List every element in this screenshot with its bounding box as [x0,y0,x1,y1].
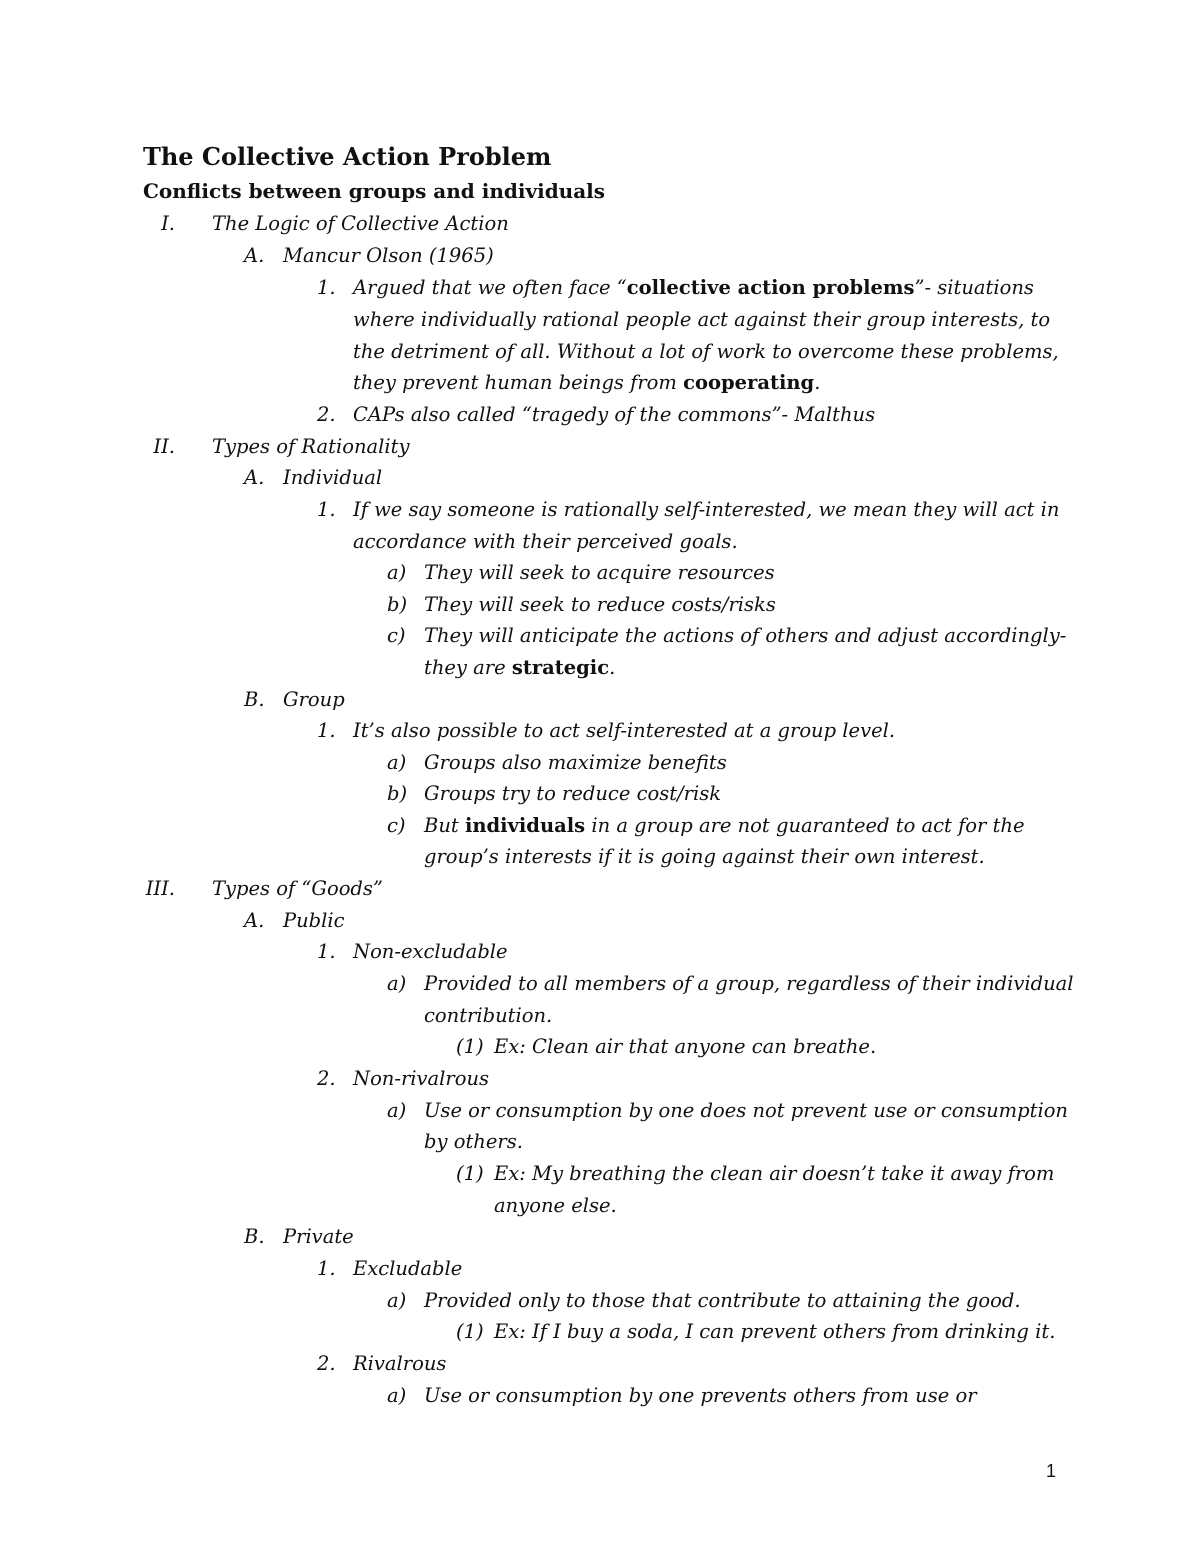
outline-text: Groups try to reduce cost/risk [424,782,722,805]
subsection-heading: Individual [283,466,383,489]
section-heading: Types of Rationality [212,435,410,458]
outline-text: They will seek to acquire resources [424,561,775,584]
outline-marker: c) [387,814,406,837]
outline-marker: (1) [456,1320,484,1343]
outline-text: Ex: Clean air that anyone can breathe. [494,1035,877,1058]
outline-marker: a) [387,561,407,584]
document-title: The Collective Action Problem [143,142,552,171]
outline-marker: B. [244,1225,265,1248]
outline-marker: c) [387,624,406,647]
outline-marker: B. [244,688,265,711]
outline-marker: III. [145,877,175,900]
section-heading: The Logic of Collective Action [212,212,509,235]
outline-marker: 2. [317,1067,336,1090]
outline-text: They will anticipate the actions of others and adjust accordingly- [424,624,1067,647]
outline-marker: 1. [317,1257,336,1280]
outline-marker: a) [387,1289,407,1312]
bold-term: strategic [511,656,610,679]
outline-marker: a) [387,972,407,995]
subsection-heading: Group [283,688,345,711]
outline-text: they are strategic. [424,656,616,679]
outline-text: If we say someone is rationally self-interested, we mean they will act in [353,498,1060,521]
outline-marker: 1. [317,498,336,521]
outline-marker: a) [387,1384,407,1407]
outline-text: anyone else. [494,1194,617,1217]
document-subtitle: Conflicts between groups and individuals [143,179,606,203]
outline-text: But individuals in a group are not guaranteed to act for the [424,814,1025,837]
outline-marker: 2. [317,1352,336,1375]
outline-text: Non-excludable [353,940,508,963]
subsection-heading: Private [283,1225,354,1248]
outline-text: Excludable [353,1257,463,1280]
outline-marker: 1. [317,940,336,963]
subsection-heading: Public [283,909,345,932]
outline-marker: A. [244,466,265,489]
outline-text: Ex: My breathing the clean air doesn’t take it away from [494,1162,1055,1185]
bold-term: cooperating [683,371,815,394]
outline-marker: a) [387,751,407,774]
outline-text: They will seek to reduce costs/risks [424,593,776,616]
outline-marker: II. [153,435,175,458]
outline-text: the detriment of all. Without a lot of work to overcome these problems, [353,340,1059,363]
outline-marker: 2. [317,403,336,426]
outline-text: Non-rivalrous [353,1067,490,1090]
bold-term: collective action problems [626,276,915,299]
outline-marker: a) [387,1099,407,1122]
outline-marker: I. [161,212,175,235]
outline-marker: A. [244,909,265,932]
outline-marker: (1) [456,1035,484,1058]
outline-text: accordance with their perceived goals. [353,530,738,553]
section-heading: Types of “Goods” [212,877,383,900]
outline-text: It’s also possible to act self-interested at a group level. [353,719,896,742]
outline-text: Argued that we often face “collective action problems”- situations [353,276,1034,299]
subsection-heading: Mancur Olson (1965) [283,244,494,267]
outline-text: they prevent human beings from cooperating. [353,371,821,394]
outline-text: contribution. [424,1004,553,1027]
outline-marker: b) [387,593,408,616]
outline-text: Rivalrous [353,1352,447,1375]
outline-marker: 1. [317,719,336,742]
page-number: 1 [1046,1461,1057,1481]
outline-text: Ex: If I buy a soda, I can prevent others from drinking it. [494,1320,1056,1343]
outline-text: CAPs also called “tragedy of the commons”- Malthus [353,403,876,426]
outline-text: Use or consumption by one does not prevent use or consumption [424,1099,1068,1122]
outline-text: Groups also maximize benefits [424,751,727,774]
outline-marker: (1) [456,1162,484,1185]
outline-text: Provided to all members of a group, regardless of their individual [424,972,1074,995]
outline-text: Use or consumption by one prevents others from use or [424,1384,977,1407]
outline-text: where individually rational people act against their group interests, to [353,308,1051,331]
bold-term: individuals [464,814,586,837]
outline-text: group’s interests if it is going against their own interest. [424,845,985,868]
outline-marker: A. [244,244,265,267]
outline-text: Provided only to those that contribute to attaining the good. [424,1289,1021,1312]
outline-marker: 1. [317,276,336,299]
outline-marker: b) [387,782,408,805]
outline-text: by others. [424,1130,523,1153]
